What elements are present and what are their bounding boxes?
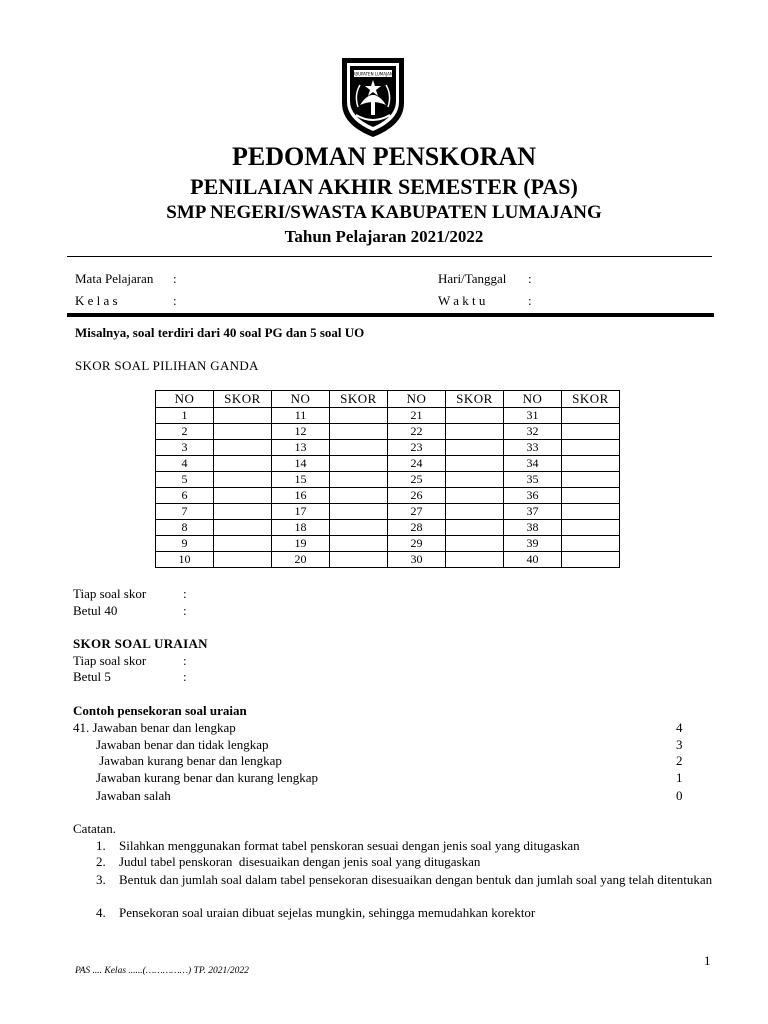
col-skor-header: SKOR — [562, 391, 620, 408]
table-row — [156, 456, 620, 472]
skor-cell — [330, 488, 388, 504]
table-row — [156, 472, 620, 488]
skor-cell — [562, 504, 620, 520]
skor-cell — [214, 408, 272, 424]
no-cell: 40 — [504, 552, 562, 568]
no-cell: 3 — [156, 440, 214, 456]
contoh-score-1: 4 — [676, 720, 683, 735]
no-cell: 19 — [272, 536, 330, 552]
skor-cell — [330, 456, 388, 472]
no-cell: 8 — [156, 520, 214, 536]
no-cell: 36 — [504, 488, 562, 504]
header-divider — [67, 256, 712, 257]
uraian-betul-label: Betul 5 — [73, 669, 111, 684]
no-cell: 14 — [272, 456, 330, 472]
skor-cell — [214, 472, 272, 488]
table-row — [156, 536, 620, 552]
table-row — [156, 504, 620, 520]
intro-text: Misalnya, soal terdiri dari 40 soal PG dan 5 soal UO — [75, 325, 365, 340]
no-cell: 29 — [388, 536, 446, 552]
no-cell: 28 — [388, 520, 446, 536]
pg-betul-label: Betul 40 — [73, 603, 118, 618]
catatan-num-1: 1. — [96, 838, 106, 853]
pg-tiap-colon: : — [183, 586, 187, 601]
contoh-heading: Contoh pensekoran soal uraian — [73, 703, 247, 718]
table-row — [156, 520, 620, 536]
skor-cell — [214, 456, 272, 472]
skor-cell — [446, 472, 504, 488]
col-no-header: NO — [504, 391, 562, 408]
col-skor-header: SKOR — [214, 391, 272, 408]
col-no-header: NO — [388, 391, 446, 408]
uraian-tiap-label: Tiap soal skor — [73, 653, 147, 668]
kelas-label: K e l a s — [75, 293, 118, 308]
waktu-label: W a k t u — [438, 293, 486, 308]
no-cell: 33 — [504, 440, 562, 456]
skor-cell — [562, 456, 620, 472]
waktu-colon: : — [528, 293, 532, 308]
skor-cell — [562, 520, 620, 536]
skor-cell — [330, 536, 388, 552]
no-cell: 24 — [388, 456, 446, 472]
page-number: 1 — [704, 953, 711, 968]
skor-cell — [330, 504, 388, 520]
table-row — [156, 440, 620, 456]
no-cell: 17 — [272, 504, 330, 520]
no-cell: 27 — [388, 504, 446, 520]
document-title: PEDOMAN PENSKORAN — [231, 142, 537, 171]
info-divider — [67, 313, 714, 317]
skor-cell — [562, 472, 620, 488]
catatan-num-4: 4. — [96, 905, 106, 920]
footer-text: PAS .... Kelas ......(……………) TP. 2021/2022 — [75, 966, 249, 976]
catatan-text-3: Bentuk dan jumlah soal dalam tabel pensekoran disesuaikan dengan bentuk dan jumlah soal yang telah ditentukan — [119, 872, 713, 887]
no-cell: 12 — [272, 424, 330, 440]
no-cell: 5 — [156, 472, 214, 488]
skor-cell — [214, 488, 272, 504]
col-skor-header: SKOR — [446, 391, 504, 408]
skor-cell — [562, 440, 620, 456]
hari-label: Hari/Tanggal — [438, 271, 507, 286]
no-cell: 20 — [272, 552, 330, 568]
catatan-text-1: Silahkan menggunakan format tabel penskoran sesuai dengan jenis soal yang ditugaskan — [119, 838, 580, 853]
no-cell: 13 — [272, 440, 330, 456]
kelas-colon: : — [173, 293, 177, 308]
table-row — [156, 408, 620, 424]
contoh-score-3: 2 — [676, 753, 683, 768]
skor-cell — [446, 552, 504, 568]
skor-cell — [214, 552, 272, 568]
document-subtitle: PENILAIAN AKHIR SEMESTER (PAS) — [190, 174, 578, 199]
no-cell: 23 — [388, 440, 446, 456]
regency-emblem-logo — [338, 55, 408, 140]
no-cell: 22 — [388, 424, 446, 440]
academic-year: Tahun Pelajaran 2021/2022 — [284, 227, 484, 246]
skor-cell — [214, 520, 272, 536]
mapel-colon: : — [173, 271, 177, 286]
no-cell: 15 — [272, 472, 330, 488]
no-cell: 30 — [388, 552, 446, 568]
skor-cell — [446, 536, 504, 552]
no-cell: 26 — [388, 488, 446, 504]
uraian-betul-colon: : — [183, 669, 187, 684]
contoh-item-2: Jawaban benar dan tidak lengkap — [96, 737, 269, 752]
no-cell: 4 — [156, 456, 214, 472]
skor-cell — [214, 504, 272, 520]
mapel-label: Mata Pelajaran — [75, 271, 154, 286]
no-cell: 39 — [504, 536, 562, 552]
skor-cell — [446, 424, 504, 440]
table-row — [156, 488, 620, 504]
pg-heading: SKOR SOAL PILIHAN GANDA — [75, 358, 259, 373]
table-row — [156, 552, 620, 568]
hari-colon: : — [528, 271, 532, 286]
no-cell: 1 — [156, 408, 214, 424]
contoh-score-2: 3 — [676, 737, 683, 752]
no-cell: 37 — [504, 504, 562, 520]
skor-cell — [562, 408, 620, 424]
contoh-score-5: 0 — [676, 788, 683, 803]
no-cell: 7 — [156, 504, 214, 520]
contoh-score-4: 1 — [676, 770, 683, 785]
catatan-num-3: 3. — [96, 872, 106, 887]
pg-tiap-label: Tiap soal skor — [73, 586, 147, 601]
no-cell: 25 — [388, 472, 446, 488]
skor-cell — [446, 520, 504, 536]
col-skor-header: SKOR — [330, 391, 388, 408]
no-cell: 21 — [388, 408, 446, 424]
contoh-item-4: Jawaban kurang benar dan kurang lengkap — [96, 770, 318, 785]
catatan-text-4: Pensekoran soal uraian dibuat sejelas mungkin, sehingga memudahkan korektor — [119, 905, 536, 920]
contoh-item-1: 41. Jawaban benar dan lengkap — [73, 720, 236, 735]
no-cell: 18 — [272, 520, 330, 536]
skor-cell — [330, 440, 388, 456]
no-cell: 11 — [272, 408, 330, 424]
uraian-heading: SKOR SOAL URAIAN — [73, 636, 208, 651]
no-cell: 38 — [504, 520, 562, 536]
catatan-heading: Catatan. — [73, 821, 116, 836]
skor-cell — [330, 408, 388, 424]
skor-cell — [446, 408, 504, 424]
skor-cell — [562, 536, 620, 552]
skor-cell — [562, 552, 620, 568]
col-no-header: NO — [156, 391, 214, 408]
no-cell: 31 — [504, 408, 562, 424]
contoh-item-5: Jawaban salah — [96, 788, 171, 803]
no-cell: 32 — [504, 424, 562, 440]
emblem-text: KABUPATEN LUMAJANG — [350, 71, 396, 77]
skor-cell — [446, 488, 504, 504]
skor-cell — [330, 472, 388, 488]
no-cell: 9 — [156, 536, 214, 552]
table-header-row — [156, 391, 620, 408]
contoh-item-3: Jawaban kurang benar dan lengkap — [96, 753, 282, 768]
skor-cell — [330, 552, 388, 568]
no-cell: 34 — [504, 456, 562, 472]
table-row — [156, 424, 620, 440]
catatan-text-2: Judul tabel penskoran disesuaikan dengan jenis soal yang ditugaskan — [119, 854, 481, 869]
skor-cell — [446, 504, 504, 520]
skor-cell — [214, 424, 272, 440]
pg-betul-colon: : — [183, 603, 187, 618]
no-cell: 6 — [156, 488, 214, 504]
no-cell: 10 — [156, 552, 214, 568]
no-cell: 2 — [156, 424, 214, 440]
skor-cell — [214, 536, 272, 552]
skor-cell — [446, 440, 504, 456]
no-cell: 35 — [504, 472, 562, 488]
skor-cell — [562, 424, 620, 440]
uraian-tiap-colon: : — [183, 653, 187, 668]
skor-cell — [446, 456, 504, 472]
pg-score-table — [155, 390, 620, 568]
skor-cell — [330, 520, 388, 536]
skor-cell — [562, 488, 620, 504]
catatan-num-2: 2. — [96, 854, 106, 869]
col-no-header: NO — [272, 391, 330, 408]
skor-cell — [214, 440, 272, 456]
school-name: SMP NEGERI/SWASTA KABUPATEN LUMAJANG — [166, 202, 602, 223]
no-cell: 16 — [272, 488, 330, 504]
skor-cell — [330, 424, 388, 440]
